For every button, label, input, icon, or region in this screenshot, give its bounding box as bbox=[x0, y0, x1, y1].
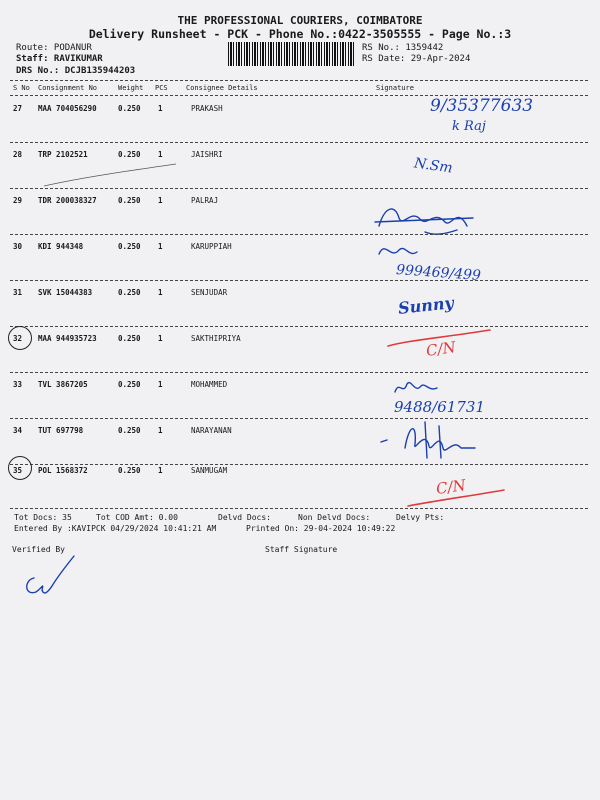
row-pcs: 1 bbox=[158, 150, 163, 159]
row-consignee: JAISHRI bbox=[191, 150, 223, 159]
company-title: THE PROFESSIONAL COURIERS, COIMBATORE bbox=[177, 14, 423, 27]
row-consignment: MAA 944935723 bbox=[38, 334, 97, 343]
signature-scribble bbox=[365, 372, 595, 416]
staff-signature-label: Staff Signature bbox=[265, 545, 338, 554]
entered-by: Entered By :KAVIPCK 04/29/2024 10:41:21 AM bbox=[14, 524, 217, 533]
rs-date: RS Date: 29-Apr-2024 bbox=[362, 54, 471, 64]
divider bbox=[10, 464, 588, 465]
row-weight: 0.250 bbox=[118, 150, 141, 159]
row-pcs: 1 bbox=[158, 380, 163, 389]
signature-scribble bbox=[365, 236, 595, 280]
row-consignee: SANMUGAM bbox=[191, 466, 228, 475]
row-consignment: TRP 2102521 bbox=[38, 150, 88, 159]
delivered-docs: Delvd Docs: bbox=[218, 513, 271, 522]
drs-number: DRS No.: DCJB135944203 bbox=[16, 66, 136, 76]
row-pcs: 1 bbox=[158, 196, 163, 205]
row-sno: 30 bbox=[13, 242, 23, 251]
row-consignment: TVL 3867205 bbox=[38, 380, 88, 389]
col-header-weight: Weight bbox=[118, 84, 144, 92]
row-consignment: KDI 944348 bbox=[38, 242, 84, 251]
row-consignee: PALRAJ bbox=[191, 196, 219, 205]
row-weight: 0.250 bbox=[118, 466, 141, 475]
staff-label: Staff: RAVIKUMAR bbox=[16, 54, 103, 64]
col-header-signature: Signature bbox=[376, 84, 414, 92]
total-docs: Tot Docs: 35 bbox=[14, 513, 72, 522]
row-consignment: POL 1568372 bbox=[38, 466, 88, 475]
row-sno: 28 bbox=[13, 150, 23, 159]
divider bbox=[10, 234, 588, 235]
row-consignment: TDR 200038327 bbox=[38, 196, 97, 205]
row-weight: 0.250 bbox=[118, 196, 141, 205]
row-consignment: TUT 697798 bbox=[38, 426, 84, 435]
signature-scribble bbox=[365, 418, 595, 462]
runsheet-subtitle: Delivery Runsheet - PCK - Phone No.:0422-3505555 - Page No.:3 bbox=[88, 27, 512, 41]
row-sno: 35 bbox=[13, 466, 23, 475]
non-delivered-docs: Non Delvd Docs: bbox=[298, 513, 371, 522]
row-consignee: MOHAMMED bbox=[191, 380, 228, 389]
row-weight: 0.250 bbox=[118, 288, 141, 297]
row-sno: 33 bbox=[13, 380, 23, 389]
row-sno: 27 bbox=[13, 104, 23, 113]
barcode bbox=[228, 42, 356, 66]
handwritten-phone: 9488/61731 bbox=[394, 398, 485, 416]
row-consignee: NARAYANAN bbox=[191, 426, 232, 435]
row-consignee: PRAKASH bbox=[191, 104, 223, 113]
divider bbox=[10, 80, 588, 81]
row-weight: 0.250 bbox=[118, 334, 141, 343]
route-label: Route: PODANUR bbox=[16, 43, 92, 53]
handwritten-signature: Sunny bbox=[397, 293, 455, 318]
col-header-consignment: Consignment No bbox=[38, 84, 98, 92]
col-header-pcs: PCS bbox=[155, 84, 168, 92]
row-consignee: KARUPPIAH bbox=[191, 242, 232, 251]
verified-by-label: Verified By bbox=[12, 545, 65, 554]
handwritten-phone: 9/35377633 bbox=[430, 96, 534, 116]
divider bbox=[10, 142, 588, 143]
row-pcs: 1 bbox=[158, 334, 163, 343]
handwritten-signature: k Raj bbox=[452, 119, 486, 134]
row-sno: 31 bbox=[13, 288, 23, 297]
red-underline bbox=[380, 318, 500, 368]
row-pcs: 1 bbox=[158, 466, 163, 475]
row-pcs: 1 bbox=[158, 242, 163, 251]
row-consignee: SAKTHIPRIYA bbox=[191, 334, 241, 343]
row-weight: 0.250 bbox=[118, 104, 141, 113]
total-cod: Tot COD Amt: 0.00 bbox=[96, 513, 178, 522]
delivery-points: Delvy Pts: bbox=[396, 513, 445, 522]
row-consignment: MAA 704056290 bbox=[38, 104, 97, 113]
rs-number: RS No.: 1359442 bbox=[362, 43, 444, 53]
divider bbox=[10, 280, 588, 281]
red-underline bbox=[400, 470, 510, 510]
row-sno: 29 bbox=[13, 196, 23, 205]
row-weight: 0.250 bbox=[118, 380, 141, 389]
cin-mark: C/N bbox=[424, 338, 457, 360]
row-weight: 0.250 bbox=[118, 242, 141, 251]
cin-mark: C/N bbox=[434, 476, 467, 498]
divider bbox=[10, 326, 588, 327]
col-header-consignee: Consignee Details bbox=[186, 84, 258, 92]
row-weight: 0.250 bbox=[118, 426, 141, 435]
handwritten-phone: 999469/499 bbox=[395, 262, 482, 284]
handwritten-signature: N.Sm bbox=[413, 155, 454, 177]
row-pcs: 1 bbox=[158, 426, 163, 435]
printed-on: Printed On: 29-04-2024 10:49:22 bbox=[246, 524, 396, 533]
col-header-sno: S No bbox=[13, 84, 30, 92]
divider bbox=[10, 508, 588, 509]
row-pcs: 1 bbox=[158, 104, 163, 113]
verifier-signature bbox=[18, 552, 78, 602]
row-sno: 34 bbox=[13, 426, 23, 435]
divider bbox=[10, 188, 588, 189]
row-consignee: SENJUDAR bbox=[191, 288, 228, 297]
row-pcs: 1 bbox=[158, 288, 163, 297]
row-sno: 32 bbox=[13, 334, 23, 343]
row-consignment: SVK 15044383 bbox=[38, 288, 93, 297]
